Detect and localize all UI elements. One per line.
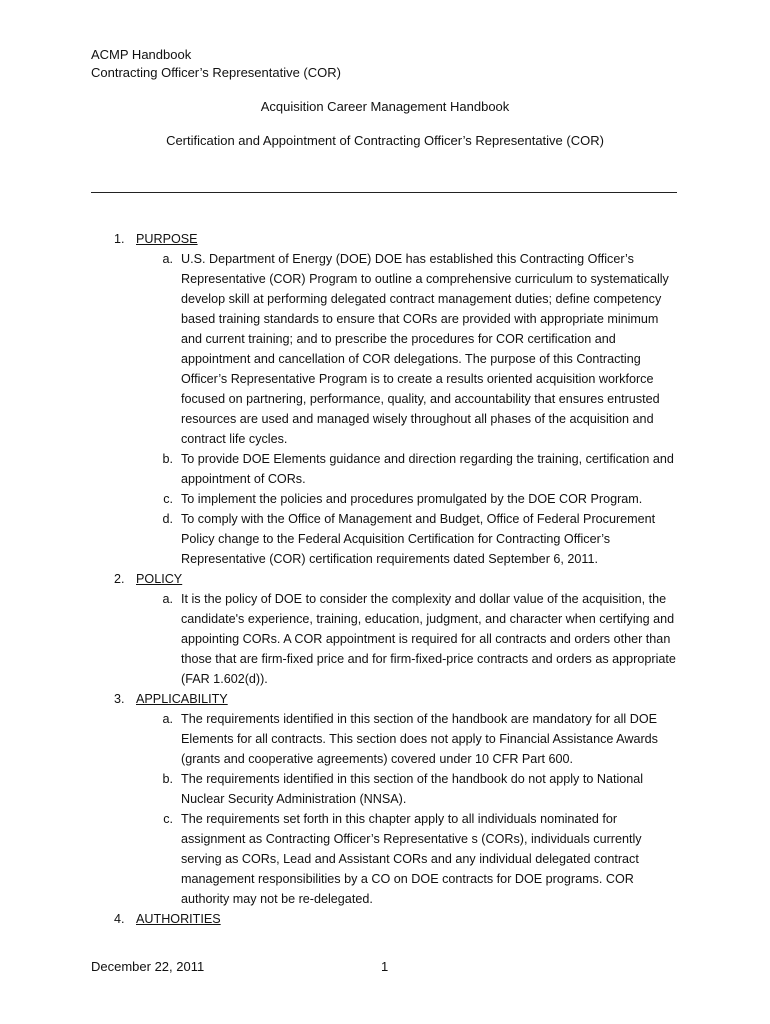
list-item-letter: c. — [163, 812, 173, 826]
footer-date: December 22, 2011 — [91, 959, 205, 974]
section-number: 1. — [114, 232, 125, 246]
list-item-letter: a. — [162, 592, 173, 606]
list-item-text: The requirements set forth in this chapter apply to all individuals nominated for assignment as Contracting Officer’s Representative s (CORs), individuals currently serving as CORs, Lead and Assistant CORs and any individual delegated contract management responsibilities by a CO on DOE contracts for DOE programs. COR authority may not be re-delegated. — [181, 812, 642, 906]
list-item — [91, 589, 681, 689]
list-item-text: U.S. Department of Energy (DOE) DOE has established this Contracting Officer’s Representative (COR) Program to outline a comprehensive curriculum to systematically develop skill at performing delegated contract management duties; define competency based training standards to ensure that CORs are provided with appropriate minimum and current training; and to prescribe the procedures for COR certification and appointment and cancellation of COR delegations. The purpose of this Contracting Officer’s Representative Program is to create a results oriented acquisition workforce focused on partnering, performance, quality, and accountability that ensures entrusted resources are used and managed wisely throughout all phases of the acquisition and contract life cycles. — [181, 252, 669, 446]
section-heading — [91, 689, 681, 709]
list-item — [91, 769, 681, 809]
list-item — [91, 249, 681, 449]
list-item-letter: c. — [163, 492, 173, 506]
list-item-text: The requirements identified in this section of the handbook are mandatory for all DOE Elements for all contracts. This section does not apply to Financial Assistance Awards (grants and cooperative agreements) covered under 10 CFR Part 600. — [181, 712, 658, 766]
running-header — [91, 46, 341, 82]
footer-page-number: 1 — [381, 959, 389, 974]
list-item — [91, 489, 681, 509]
list-item — [91, 809, 681, 909]
section-heading — [91, 229, 681, 249]
document-subtitle: Certification and Appointment of Contracting Officer’s Representative (COR) — [166, 133, 604, 148]
list-item-text: It is the policy of DOE to consider the complexity and dollar value of the acquisition, the candidate's experience, training, education, judgment, and character when certifying and appointing CORs. A COR appointment is required for all contracts and orders other than those that are firm-fixed price and for firm-fixed-price contracts and orders as appropriate (FAR 1.602(d)). — [181, 592, 676, 686]
list-item-text: To comply with the Office of Management and Budget, Office of Federal Procurement Policy change to the Federal Acquisition Certification for Contracting Officer’s Representative (COR) certification requirements dated September 6, 2011. — [181, 512, 656, 566]
horizontal-rule — [91, 192, 677, 193]
list-item-letter: a. — [162, 252, 173, 266]
list-item-letter: b. — [162, 452, 173, 466]
section-title: AUTHORITIES — [136, 912, 221, 926]
list-item-letter: a. — [162, 712, 173, 726]
list-item — [91, 709, 681, 769]
section-heading — [91, 909, 681, 929]
header-line-1: ACMP Handbook — [91, 47, 192, 62]
list-item-text: To provide DOE Elements guidance and direction regarding the training, certification and appointment of CORs. — [181, 452, 674, 486]
list-item — [91, 509, 681, 569]
section-title: PURPOSE — [136, 232, 198, 246]
section-title: APPLICABILITY — [136, 692, 228, 706]
section-number: 4. — [114, 912, 125, 926]
list-item-letter: d. — [162, 512, 173, 526]
section-heading — [91, 569, 681, 589]
section-number: 2. — [114, 572, 125, 586]
list-item-text: The requirements identified in this section of the handbook do not apply to National Nuclear Security Administration (NNSA). — [181, 772, 644, 806]
document-body — [91, 229, 681, 929]
document-title: Acquisition Career Management Handbook — [260, 99, 510, 114]
section-number: 3. — [114, 692, 125, 706]
section-title: POLICY — [136, 572, 183, 586]
list-item-letter: b. — [162, 772, 173, 786]
list-item-text: To implement the policies and procedures promulgated by the DOE COR Program. — [181, 492, 643, 506]
list-item — [91, 449, 681, 489]
header-line-2: Contracting Officer’s Representative (COR) — [91, 65, 341, 80]
